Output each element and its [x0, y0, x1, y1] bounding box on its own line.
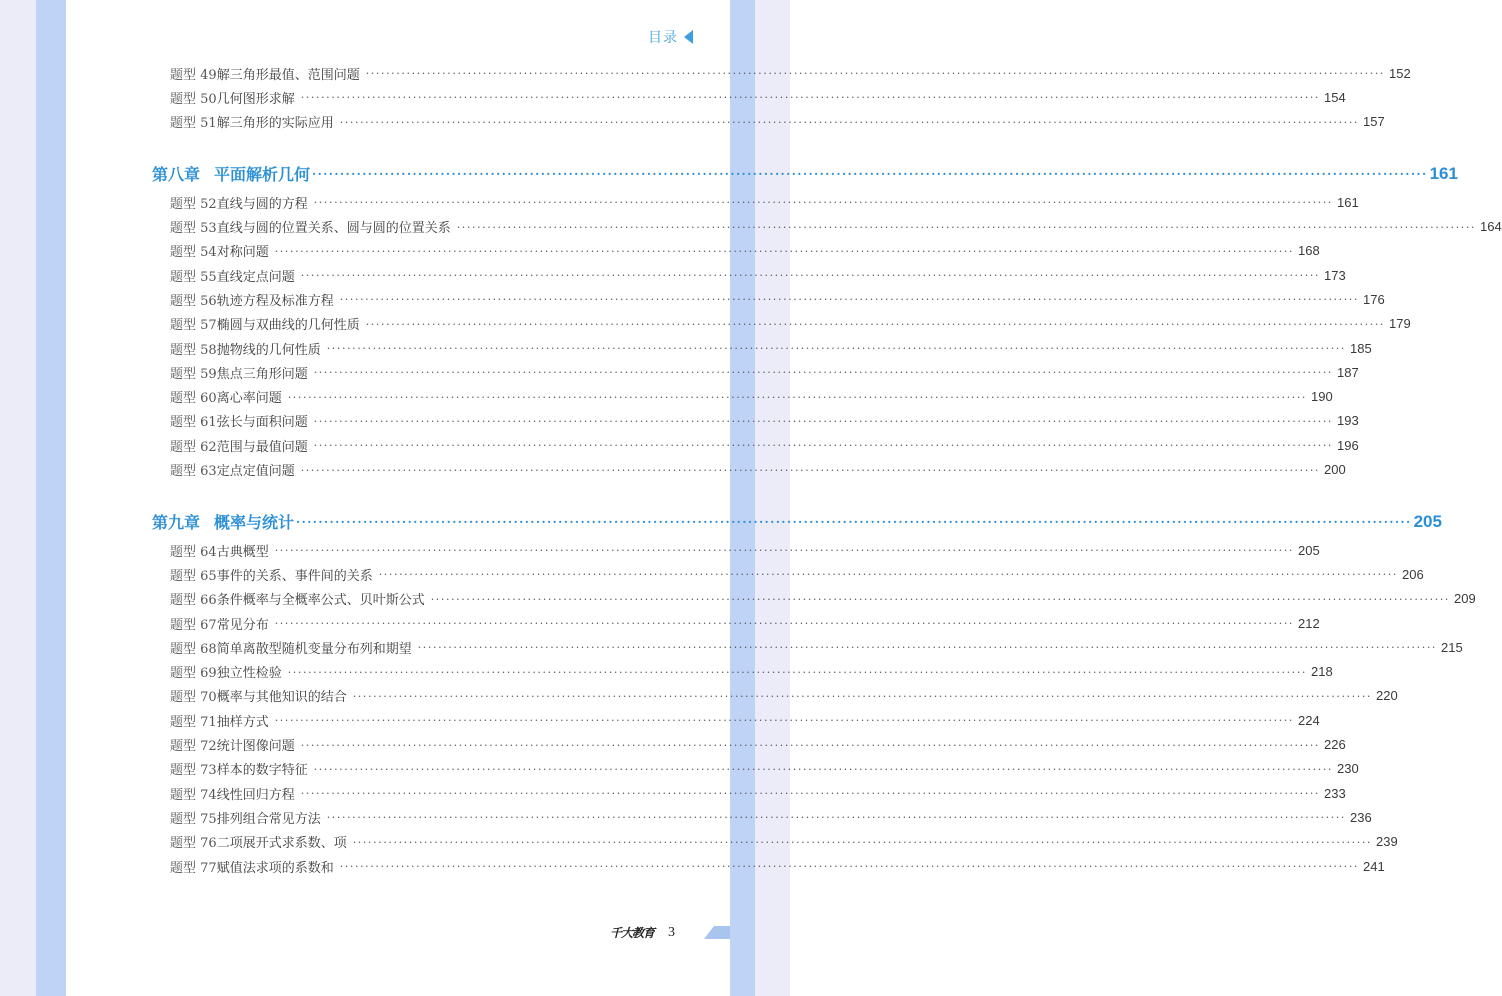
left-margin-band	[0, 0, 36, 996]
entry-number: 题型 66	[170, 593, 217, 609]
toc-entry[interactable]	[170, 241, 1320, 261]
entry-number: 题型 75	[170, 811, 217, 827]
entry-number: 题型 73	[170, 763, 217, 779]
entry-page-number: 212	[1298, 615, 1320, 631]
dot-leader: ········································································································································································································	[274, 244, 1295, 258]
entry-page-number: 224	[1298, 712, 1320, 728]
dot-leader: ········································································································································································································	[300, 787, 1321, 801]
dot-leader: ········································································································································································································	[430, 592, 1451, 606]
toc-entry[interactable]	[170, 289, 1385, 309]
dot-leader: ········································································································································································································	[274, 714, 1295, 728]
entry-page-number: 152	[1389, 65, 1411, 81]
toc-entry[interactable]	[170, 759, 1359, 779]
toc-entry[interactable]	[170, 856, 1385, 876]
entry-page-number: 209	[1454, 591, 1476, 607]
entry-title: 离心率问题	[216, 391, 282, 407]
dot-leader: ········································································································································································································	[326, 811, 1347, 825]
toc-entry[interactable]	[170, 411, 1359, 431]
page-number: 3	[668, 924, 676, 940]
entry-title: 线性回归方程	[216, 787, 295, 803]
entry-page-number: 193	[1337, 413, 1359, 429]
entry-page-number: 185	[1350, 340, 1372, 356]
toc-entry[interactable]	[170, 589, 1476, 609]
entry-number: 题型 61	[170, 415, 217, 431]
entry-number: 题型 56	[170, 293, 217, 309]
toc-entry[interactable]	[170, 63, 1411, 83]
chapter-page-number: 205	[1413, 511, 1442, 531]
toc-entry[interactable]	[170, 564, 1424, 584]
dot-leader: ········································································································································································································	[287, 665, 1308, 679]
entry-title: 焦点三角形问题	[216, 366, 308, 382]
entry-page-number: 157	[1363, 114, 1385, 130]
entry-title: 弦长与面积问题	[216, 415, 308, 431]
entry-page-number: 176	[1363, 291, 1385, 307]
toc-entry[interactable]	[170, 662, 1333, 682]
entry-page-number: 230	[1337, 761, 1359, 777]
entry-number: 题型 68	[170, 641, 217, 657]
dot-leader: ········································································································································································································	[339, 115, 1360, 129]
entry-title: 定点定值问题	[216, 464, 295, 479]
toc-entry[interactable]	[170, 460, 1346, 480]
entry-title: 直线与圆的位置关系、圆与圆的位置关系	[216, 221, 451, 236]
entry-title: 范围与最值问题	[216, 439, 308, 455]
dot-leader: ········································································································································································································	[313, 439, 1334, 453]
entry-page-number: 239	[1376, 834, 1398, 850]
page-header	[648, 27, 693, 47]
toc-entry[interactable]	[170, 637, 1463, 657]
dot-leader: ········································································································································································································	[313, 196, 1334, 210]
entry-page-number: 226	[1324, 737, 1346, 752]
entry-title: 统计图像问题	[216, 739, 295, 754]
dot-leader: ········································································································································································································	[365, 67, 1386, 80]
toc-entry[interactable]	[170, 613, 1320, 633]
entry-page-number: 179	[1389, 316, 1411, 332]
toc-entry[interactable]	[170, 435, 1359, 455]
entry-number: 题型 70	[170, 690, 217, 706]
toc-entry[interactable]	[170, 832, 1398, 852]
chapter-page-number: 161	[1429, 163, 1458, 183]
footer-tab-corner	[704, 926, 714, 939]
entry-page-number: 200	[1324, 462, 1346, 477]
entry-title: 古典概型	[216, 544, 269, 560]
entry-number: 题型 71	[170, 714, 217, 730]
entry-number: 题型 77	[170, 860, 217, 876]
entry-number: 题型 57	[170, 318, 217, 334]
entry-page-number: 164	[1480, 219, 1502, 234]
entry-title: 直线与圆的方程	[216, 196, 308, 212]
entry-title: 直线定点问题	[216, 269, 295, 285]
entry-number: 题型 55	[170, 269, 217, 285]
entry-title: 排列组合常见方法	[216, 811, 321, 827]
toc-entry[interactable]	[170, 735, 1346, 755]
chapter-title: 概率与统计	[214, 513, 295, 533]
dot-leader: ········································································································································································································	[313, 366, 1334, 380]
toc-entry[interactable]	[170, 783, 1346, 803]
dot-leader: ········································································································································································································	[300, 738, 1321, 752]
entry-number: 题型 53	[170, 221, 217, 236]
dot-leader: ········································································································································································································	[313, 414, 1334, 428]
dot-leader: ········································································································································································································	[274, 617, 1295, 630]
entry-page-number: 173	[1324, 267, 1346, 283]
toc-entry[interactable]	[170, 387, 1333, 407]
entry-page-number: 241	[1363, 858, 1385, 874]
entry-page-number: 205	[1298, 542, 1320, 558]
dot-leader: ········································································································································································································	[417, 641, 1438, 655]
toc-entry[interactable]	[170, 710, 1320, 730]
toc-entry[interactable]	[170, 87, 1346, 107]
dot-leader: ········································································································································································································	[312, 166, 1428, 181]
entry-number: 题型 65	[170, 568, 217, 584]
entry-title: 简单离散型随机变量分布列和期望	[216, 641, 412, 657]
dot-leader: ········································································································································································································	[339, 293, 1360, 307]
dot-leader: ········································································································································································································	[352, 689, 1373, 703]
entry-title: 赋值法求项的系数和	[216, 860, 334, 876]
entry-page-number: 218	[1311, 664, 1333, 680]
dot-leader: ········································································································································································································	[300, 269, 1321, 283]
entry-title: 概率与其他知识的结合	[216, 690, 347, 706]
entry-number: 题型 64	[170, 544, 217, 560]
dot-leader: ········································································································································································································	[313, 762, 1334, 776]
chapter-heading[interactable]	[152, 162, 1458, 186]
entry-page-number: 206	[1402, 566, 1424, 582]
toc-entry[interactable]	[170, 362, 1359, 382]
dot-leader: ········································································································································································································	[287, 390, 1308, 404]
entry-title: 抽样方式	[216, 714, 269, 730]
footer-tab	[714, 926, 730, 939]
toc-entry[interactable]	[170, 192, 1359, 212]
entry-title: 事件的关系、事件间的关系	[216, 568, 373, 584]
entry-page-number: 215	[1441, 639, 1463, 655]
chapter-label: 第八章	[152, 165, 201, 185]
dot-leader: ········································································································································································································	[300, 463, 1321, 477]
entry-number: 题型 60	[170, 391, 217, 407]
entry-title: 椭圆与双曲线的几何性质	[216, 318, 360, 334]
entry-number: 题型 63	[170, 464, 217, 479]
entry-title: 抛物线的几何性质	[216, 342, 321, 358]
dot-leader: ········································································································································································································	[300, 91, 1321, 105]
toc-entry[interactable]	[170, 807, 1372, 827]
toc-entry[interactable]	[170, 686, 1398, 706]
toc-entry[interactable]	[170, 338, 1372, 358]
entry-page-number: 220	[1376, 688, 1398, 704]
dot-leader: ········································································································································································································	[365, 317, 1386, 331]
toc-entry[interactable]	[170, 217, 1502, 237]
toc-entry[interactable]	[170, 112, 1385, 132]
toc-entry[interactable]	[170, 265, 1346, 285]
entry-number: 题型 52	[170, 196, 217, 212]
entry-page-number: 187	[1337, 364, 1359, 380]
entry-number: 题型 50	[170, 91, 217, 107]
entry-number: 题型 59	[170, 366, 217, 382]
entry-title: 常见分布	[216, 617, 269, 633]
entry-title: 解三角形的实际应用	[216, 116, 334, 132]
page-footer	[610, 924, 675, 941]
entry-title: 样本的数字特征	[216, 763, 308, 779]
dot-leader: ········································································································································································································	[378, 568, 1399, 582]
entry-title: 独立性检验	[216, 666, 282, 682]
toc-entry[interactable]	[170, 314, 1411, 334]
entry-number: 题型 67	[170, 617, 217, 633]
toc-entry[interactable]	[170, 540, 1320, 560]
entry-number: 题型 51	[170, 116, 217, 132]
entry-title: 几何图形求解	[216, 91, 295, 107]
publisher-logo: 千大教育	[610, 926, 655, 940]
dot-leader: ········································································································································································································	[296, 514, 1412, 529]
entry-number: 题型 54	[170, 245, 217, 261]
entry-number: 题型 76	[170, 836, 217, 852]
entry-page-number: 154	[1324, 89, 1346, 105]
entry-title: 条件概率与全概率公式、贝叶斯公式	[216, 593, 425, 609]
entry-number: 题型 62	[170, 439, 217, 455]
entry-page-number: 161	[1337, 194, 1359, 210]
entry-page-number: 196	[1337, 437, 1359, 453]
chapter-heading[interactable]	[152, 510, 1442, 534]
dot-leader: ········································································································································································································	[352, 835, 1373, 849]
dot-leader: ········································································································································································································	[339, 860, 1360, 873]
entry-number: 题型 69	[170, 666, 217, 682]
entry-page-number: 168	[1298, 243, 1320, 259]
entry-number: 题型 74	[170, 787, 217, 803]
entry-title: 对称问题	[216, 245, 269, 261]
entry-number: 题型 49	[170, 67, 217, 83]
chapter-label: 第九章	[152, 513, 201, 533]
entry-page-number: 233	[1324, 785, 1346, 801]
entry-title: 解三角形最值、范围问题	[216, 67, 360, 83]
entry-number: 题型 58	[170, 342, 217, 358]
left-blue-band	[36, 0, 66, 996]
dot-leader: ········································································································································································································	[456, 220, 1477, 234]
entry-number: 题型 72	[170, 739, 217, 754]
dot-leader: ········································································································································································································	[274, 544, 1295, 558]
entry-title: 轨迹方程及标准方程	[216, 293, 334, 309]
entry-page-number: 236	[1350, 809, 1372, 825]
header-title: 目录	[648, 30, 678, 46]
dot-leader: ········································································································································································································	[326, 342, 1347, 355]
entry-title: 二项展开式求系数、项	[216, 836, 347, 852]
chapter-title: 平面解析几何	[214, 165, 311, 185]
entry-page-number: 190	[1311, 389, 1333, 405]
chevron-left-icon	[684, 30, 693, 44]
